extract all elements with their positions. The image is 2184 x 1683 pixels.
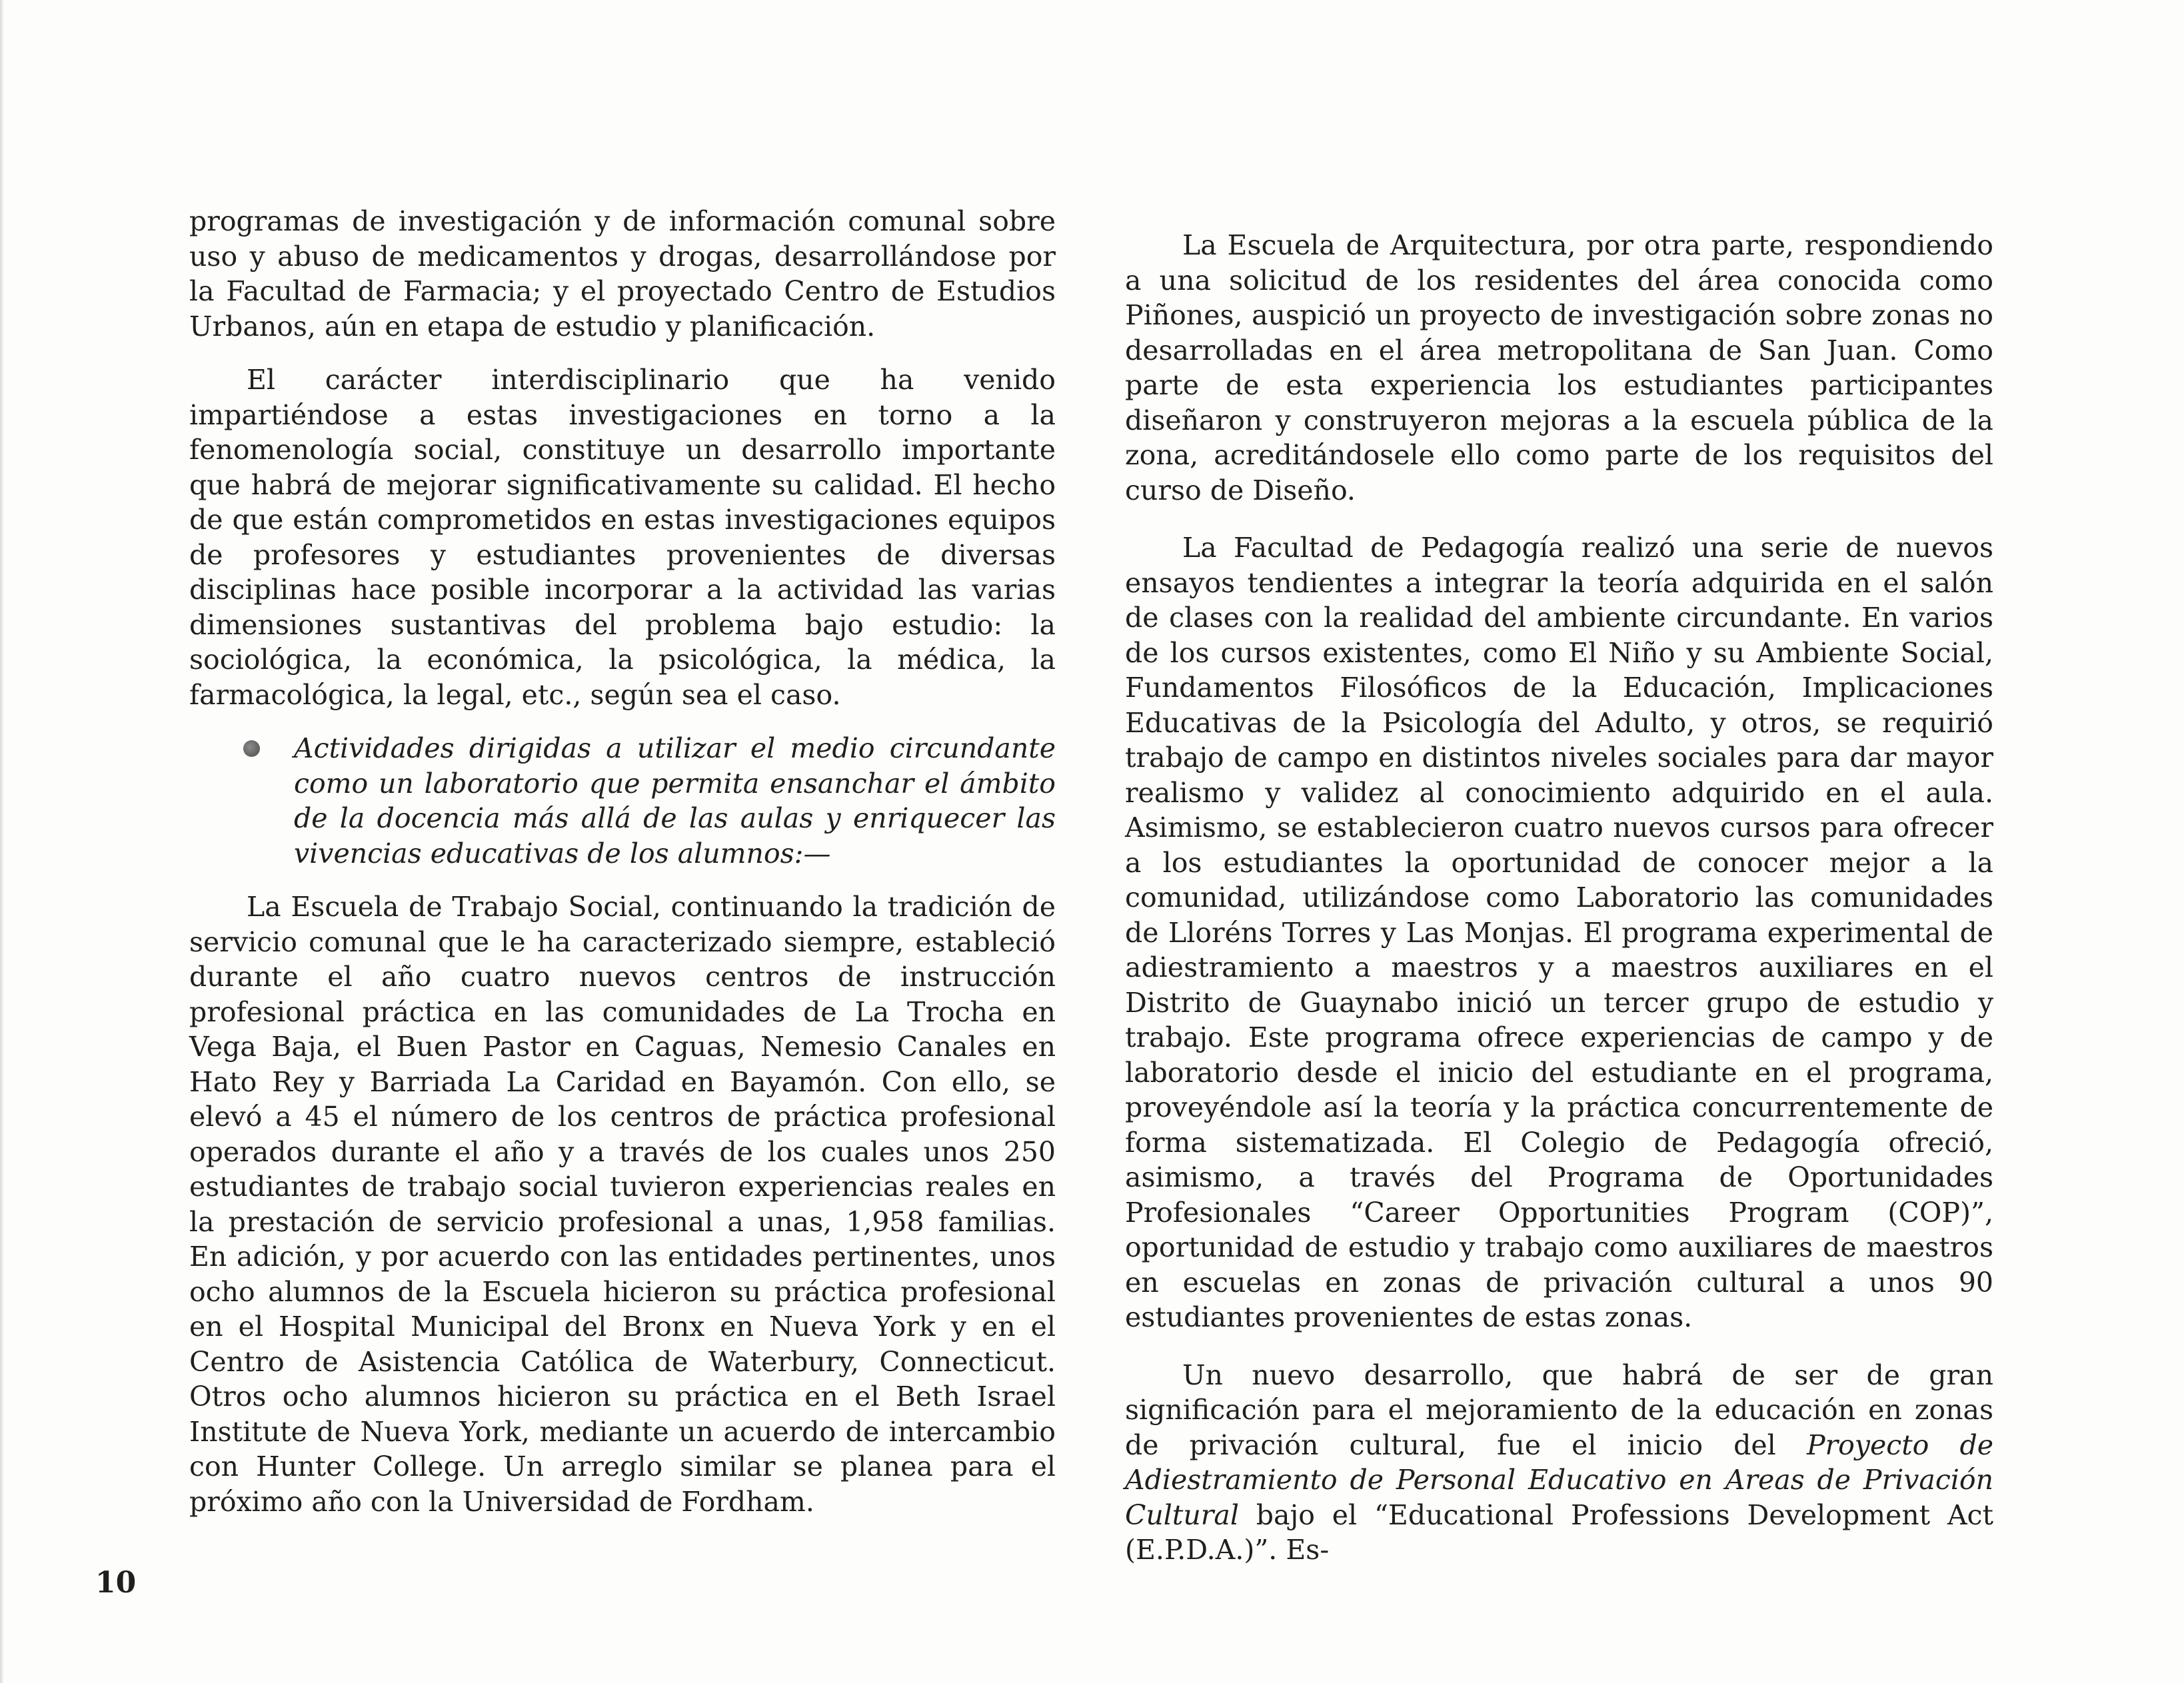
left-paragraph-2: El carácter interdisciplinario que ha venido impartiéndose a estas investigaciones en torno a la fenomenología social, constituye un desarrollo importante que habrá de mejorar significativamente su calidad. El hecho de que están comprometidos en estas investigaciones equipos de profesores y estudiantes provenientes de diversas disciplinas hace posible incorporar a la actividad las varias dimensiones sustantivas del problema bajo estudio: la sociológica, la económica, la psicológica, la médica, la farmacológica, la legal, etc., según sea el caso. (189, 364, 1056, 711)
page-edge (0, 0, 4, 1683)
right-paragraph-2: La Facultad de Pedagogía realizó una serie de nuevos ensayos tendientes a integrar la teoría adquirida en el salón de clases con la realidad del ambiente circundante. En varios de los cursos existentes, como El Niño y su Ambiente Social, Fundamentos Filosóficos de la Educación, Implicaciones Educativas de la Psicología del Adulto, y otros, se requirió trabajo de campo en distintos niveles sociales para dar mayor realismo y validez al conocimiento adquirido en el aula. Asimismo, se establecieron cuatro nuevos cursos para ofrecer a los estudiantes la oportunidad de conocer mejor a la comunidad, utilizándose como Laboratorio las comunidades de Lloréns Torres y Las Monjas. El programa experimental de adiestramiento a maestros y a maestros auxiliares en el Distrito de Guaynabo inició un tercer grupo de estudio y trabajo. Este programa ofrece experiencias de campo y de laboratorio desde el inicio del estudiante en el programa, proveyéndole así la teoría y la práctica concurrentemente de forma sistematizada. El Colegio de Pedagogía ofreció, asimismo, a través del Programa de Oportunidades Profesionales “Career Opportunities Program (COP)”, oportunidad de estudio y trabajo como auxiliares de maestros en escuelas en zonas de privación cultural a unos 90 estudiantes provenientes de estas zonas. (1125, 532, 1993, 1333)
left-column (189, 204, 1056, 1519)
bullet-item (189, 731, 1056, 871)
bullet-icon (243, 740, 260, 757)
right-paragraph-3-end: bajo el “Educational Professions Development Act (E.P.D.A.)”. Es- (1125, 1498, 1993, 1566)
left-paragraph-1: programas de investigación y de información comunal sobre uso y abuso de medicamentos y drogas, desarrollándose por la Facultad de Farmacia; y el proyectado Centro de Estudios Urbanos, aún en etapa de estudio y planificación. (189, 205, 1056, 342)
right-column (1125, 228, 1993, 1568)
right-paragraph-3-start: Un nuevo desarrollo, que habrá de ser de gran significación para el mejoramiento de la educación en zonas de privación cultural, fue el inicio del (1125, 1359, 1993, 1461)
right-paragraph-1: La Escuela de Arquitectura, por otra parte, respondiendo a una solicitud de los residentes del área conocida como Piñones, auspició un proyecto de investigación sobre zonas no desarrolladas en el área metropolitana de San Juan. Como parte de esta experiencia los estudiantes participantes diseñaron y construyeron mejoras a la escuela pública de la zona, acreditándosele ello como parte de los requisitos del curso de Diseño. (1125, 229, 1993, 506)
project-title: Proyecto de Adiestramiento de Personal Educativo en Areas de Privación Cultural (1125, 1428, 1993, 1531)
page-number: 10 (95, 1566, 137, 1600)
bullet-text: Actividades dirigidas a utilizar el medio circundante como un laboratorio que permita ensanchar el ámbito de la docencia más allá de las aulas y enriquecer las vivencias educativas de los alumnos:— (294, 732, 1056, 869)
left-paragraph-3: La Escuela de Trabajo Social, continuando la tradición de servicio comunal que le ha caracterizado siempre, estableció durante el año cuatro nuevos centros de instrucción profesional práctica en las comunidades de La Trocha en Vega Baja, el Buen Pastor en Caguas, Nemesio Canales en Hato Rey y Barriada La Caridad en Bayamón. Con ello, se elevó a 45 el número de los centros de práctica profesional operados durante el año y a través de los cuales unos 250 estudiantes de trabajo social tuvieron experiencias reales en la prestación de servicio profesional a unas, 1,958 familias. En adición, y por acuerdo con las entidades pertinentes, unos ocho alumnos de la Escuela hicieron su práctica profesional en el Hospital Municipal del Bronx en Nueva York y en el Centro de Asistencia Católica de Waterbury, Connecticut. Otros ocho alumnos hicieron su práctica en el Beth Israel Institute de Nueva York, mediante un acuerdo de intercambio con Hunter College. Un arreglo similar se planea para el próximo año con la Universidad de Fordham. (189, 891, 1056, 1518)
right-paragraph-3 (1125, 1358, 1993, 1568)
